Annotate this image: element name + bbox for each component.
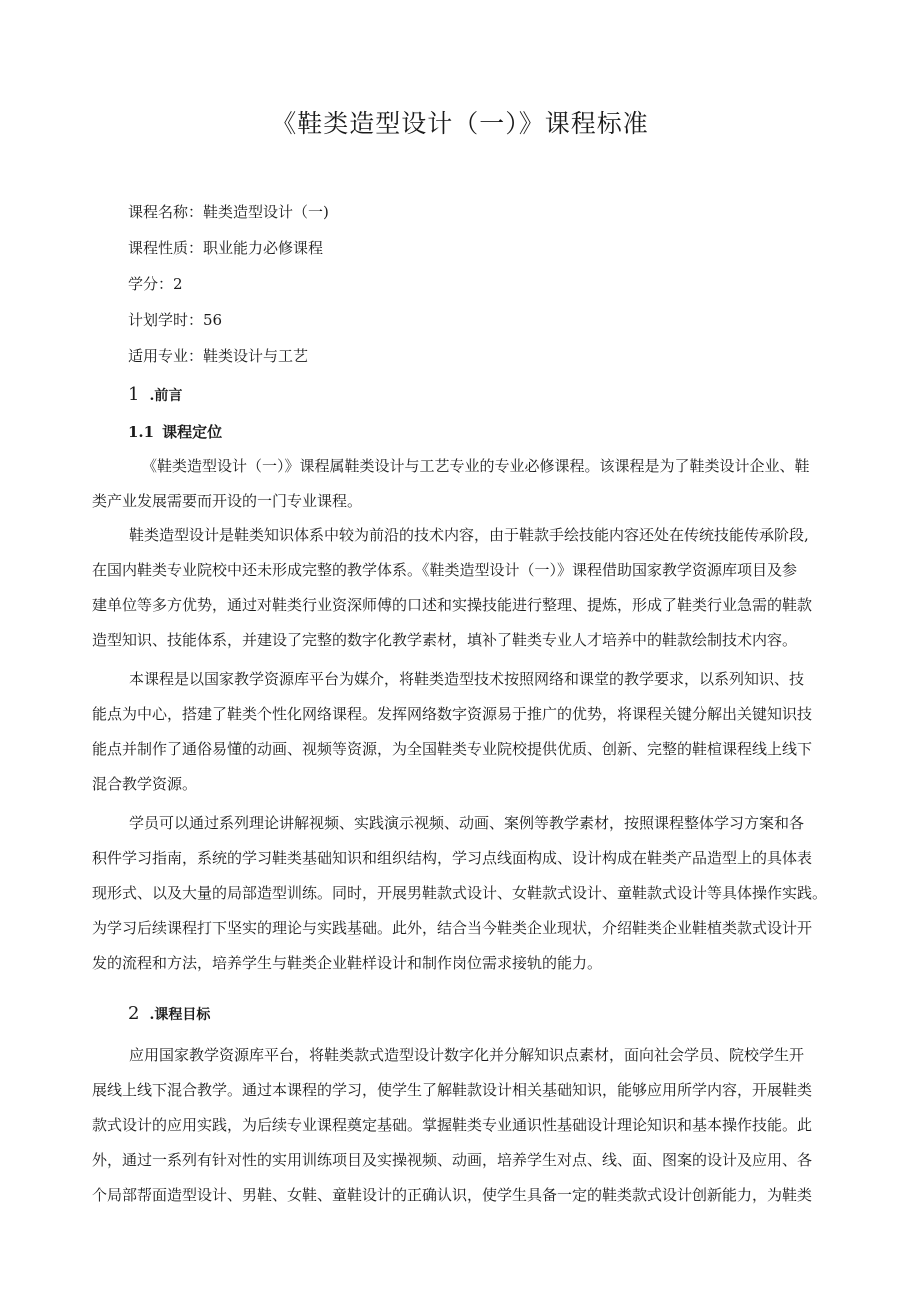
paragraph-line: 能点为中心，搭建了鞋类个性化网络课程。发挥网络数字资源易于推广的优势，将课程关键分解出关键知识技 [92, 705, 813, 723]
paragraph-line: 款式设计的应用实践，为后续专业课程奠定基础。掌握鞋类专业通识性基础设计理论知识和基本操作技能。此 [92, 1116, 813, 1134]
paragraph-line: 应用国家教学资源库平台，将鞋类款式造型设计数字化并分解知识点素材，面向社会学员、院校学生开 [129, 1046, 805, 1064]
section-1-number: 1 [128, 384, 140, 405]
meta-major: 适用专业：鞋类设计与工艺 [128, 347, 309, 365]
paragraph-line: 为学习后续课程打下坚实的理论与实践基础。此外，结合当今鞋类企业现状，介绍鞋类企业鞋植类款式设计开 [92, 919, 813, 937]
paragraph-line: 学员可以通过系列理论讲解视频、实践演示视频、动画、案例等教学素材，按照课程整体学习方案和各 [129, 814, 805, 832]
section-1-1-title: 课程定位 [162, 423, 223, 441]
paragraph-line: 建单位等多方优势，通过对鞋类行业资深师傅的口述和实操技能进行整理、提炼，形成了鞋类行业急需的鞋款 [92, 596, 813, 614]
section-1-1-number: 1.1 [128, 423, 155, 441]
meta-credits: 学分：2 [128, 275, 183, 293]
paragraph-line: 造型知识、技能体系，并建设了完整的数字化教学素材，填补了鞋类专业人才培养中的鞋款绘制技术内容。 [92, 631, 798, 649]
paragraph-line: 类产业发展需要而开设的一门专业课程。 [92, 492, 363, 510]
paragraph-line: 能点并制作了通俗易懂的动画、视频等资源，为全国鞋类专业院校提供优质、创新、完整的鞋楦课程线上线下 [92, 740, 813, 758]
paragraph-line: 外，通过一系列有针对性的实用训练项目及实操视频、动画，培养学生对点、线、面、图案的设计及应用、各 [92, 1151, 813, 1169]
section-1-title: .前言 [149, 388, 183, 404]
paragraph-course-objectives [92, 1038, 829, 1213]
paragraph-line: 发的流程和方法，培养学生与鞋类企业鞋样设计和制作岗位需求接轨的能力。 [92, 954, 603, 972]
document-title: 《鞋类造型设计（一）》课程标准 [271, 109, 649, 138]
paragraph-learning-approach [92, 806, 829, 981]
paragraph-line: 现形式、以及大量的局部造型训练。同时，开展男鞋款式设计、女鞋款式设计、童鞋款式设计等具体操作实践。 [92, 884, 828, 902]
paragraph-line: 展线上线下混合教学。通过本课程的学习，使学生了解鞋款设计相关基础知识，能够应用所学内容，开展鞋类 [92, 1081, 813, 1099]
paragraph-line: 《鞋类造型设计（一）》课程属鞋类设计与工艺专业的专业必修课程。该课程是为了鞋类设计企业、鞋 [142, 457, 810, 475]
paragraph-line: 在国内鞋类专业院校中还未形成完整的教学体系。《鞋类造型设计（一）》课程借助国家教学资源库项目及参 [92, 561, 798, 579]
meta-course-name: 课程名称：鞋类造型设计（一) [128, 203, 329, 221]
paragraph-line: 鞋类造型设计是鞋类知识体系中较为前沿的技术内容，由于鞋款手绘技能内容还处在传统技能传承阶段, [129, 526, 809, 544]
meta-course-nature: 课程性质：职业能力必修课程 [128, 239, 324, 257]
paragraph-line: 本课程是以国家教学资源库平台为媒介，将鞋类造型技术按照网络和课堂的教学要求，以系列知识、技 [129, 670, 805, 688]
paragraph-design-background [92, 518, 829, 658]
section-1-heading [128, 384, 182, 405]
paragraph-online-course [92, 662, 829, 802]
paragraph-line: 个局部帮面造型设计、男鞋、女鞋、童鞋设计的正确认识，使学生具备一定的鞋类款式设计创新能力，为鞋类 [92, 1186, 813, 1204]
section-2-title: .课程目标 [149, 1007, 211, 1023]
section-2-heading [128, 1003, 210, 1024]
paragraph-course-position [92, 449, 829, 519]
paragraph-line: 积件学习指南，系统的学习鞋类基础知识和组织结构，学习点线面构成、设计构成在鞋类产品造型上的具体表 [92, 849, 813, 867]
section-2-number: 2 [128, 1003, 140, 1024]
paragraph-line: 混合教学资源。 [92, 775, 198, 793]
meta-hours: 计划学时：56 [128, 311, 223, 329]
section-1-1-heading [128, 421, 222, 442]
